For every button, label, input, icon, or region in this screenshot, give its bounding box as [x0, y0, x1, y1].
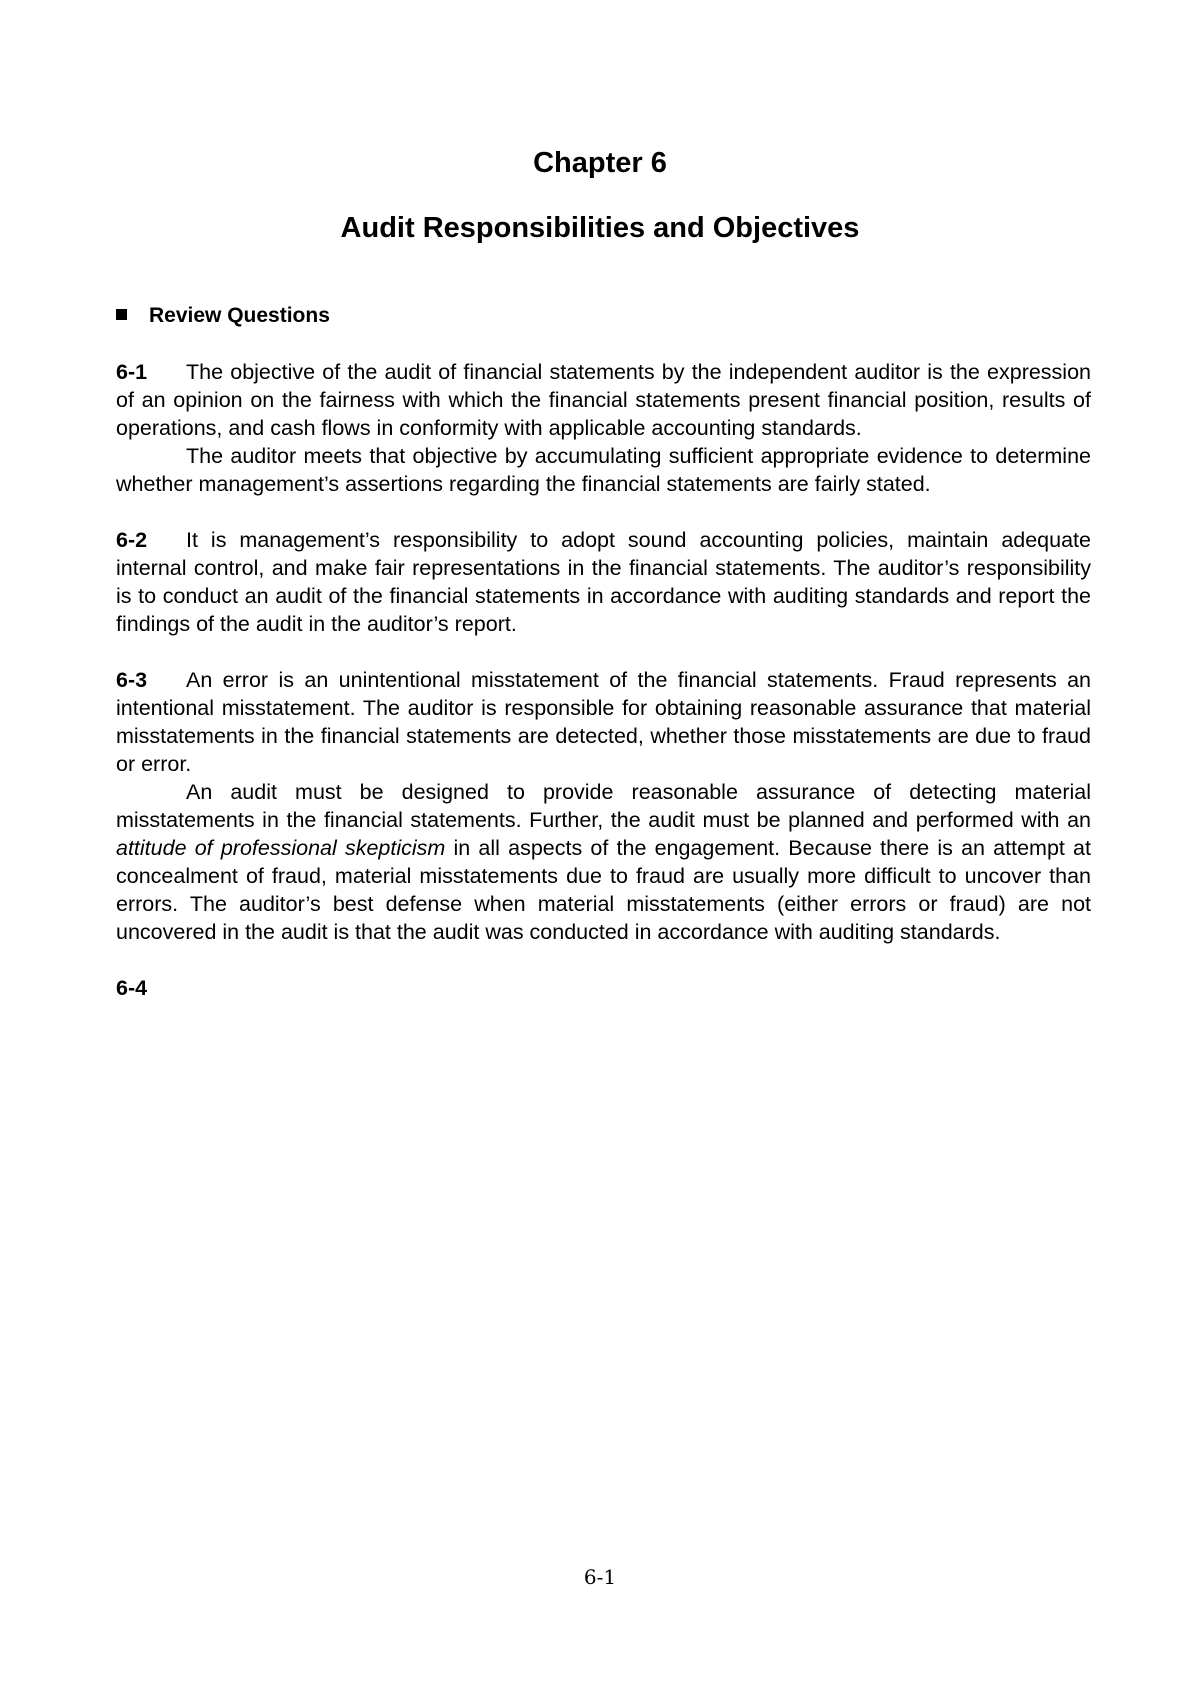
question-6-1: [116, 358, 1091, 498]
section-heading: [116, 302, 330, 330]
question-6-4: [116, 974, 1091, 1002]
question-text: An error is an unintentional misstatement of the financial statements. Fraud represents an intentional misstatement. The auditor is responsible for obtaining reasonable assurance that material misstatements in the financial statements are detected, whether those misstatements are due to fraud or error.: [116, 668, 1091, 776]
question-text: The objective of the audit of financial statements by the independent auditor is the expression of an opinion on the fairness with which the financial statements present financial position, results of operations, and cash flows in conformity with applicable accounting standards.: [116, 360, 1091, 440]
question-paragraph: [116, 358, 1091, 442]
paragraph-text-after: in all aspects of the engagement. Because there is an attempt at concealment of fraud, material misstatements due to fraud are usually more difficult to uncover than errors. The auditor’s best defense when material misstatements (either errors or fraud) are not uncovered in the audit is that the audit was conducted in accordance with auditing standards.: [116, 836, 1091, 944]
question-paragraph: [116, 778, 1091, 946]
question-6-2: [116, 526, 1091, 638]
question-6-3: [116, 666, 1091, 946]
square-bullet-icon: [116, 309, 127, 320]
question-number: 6-2: [116, 528, 148, 552]
section-heading-text: Review Questions: [149, 304, 330, 327]
question-paragraph: [116, 526, 1091, 638]
question-paragraph: [116, 974, 1091, 1002]
chapter-subtitle: Audit Responsibilities and Objectives: [340, 212, 860, 244]
question-number: 6-4: [116, 976, 148, 1000]
question-number: 6-1: [116, 360, 148, 384]
question-paragraph: [116, 666, 1091, 778]
paragraph-text-before: An audit must be designed to provide reasonable assurance of detecting material misstatements in the financial statements. Further, the audit must be planned and performed with an: [116, 780, 1091, 832]
question-paragraph: The auditor meets that objective by accumulating sufficient appropriate evidence to determine whether management’s assertions regarding the financial statements are fairly stated.: [116, 444, 1091, 496]
page-number: 6-1: [583, 1565, 617, 1589]
review-questions: [116, 358, 1091, 1030]
question-text: It is management’s responsibility to adopt sound accounting policies, maintain adequate internal control, and make fair representations in the financial statements. The auditor’s responsibility is to conduct an audit of the financial statements in accordance with auditing standards and report the findings of the audit in the auditor’s report.: [116, 528, 1091, 636]
chapter-title: Chapter 6: [533, 147, 667, 179]
emphasized-phrase: attitude of professional skepticism: [116, 836, 446, 860]
question-number: 6-3: [116, 668, 148, 692]
